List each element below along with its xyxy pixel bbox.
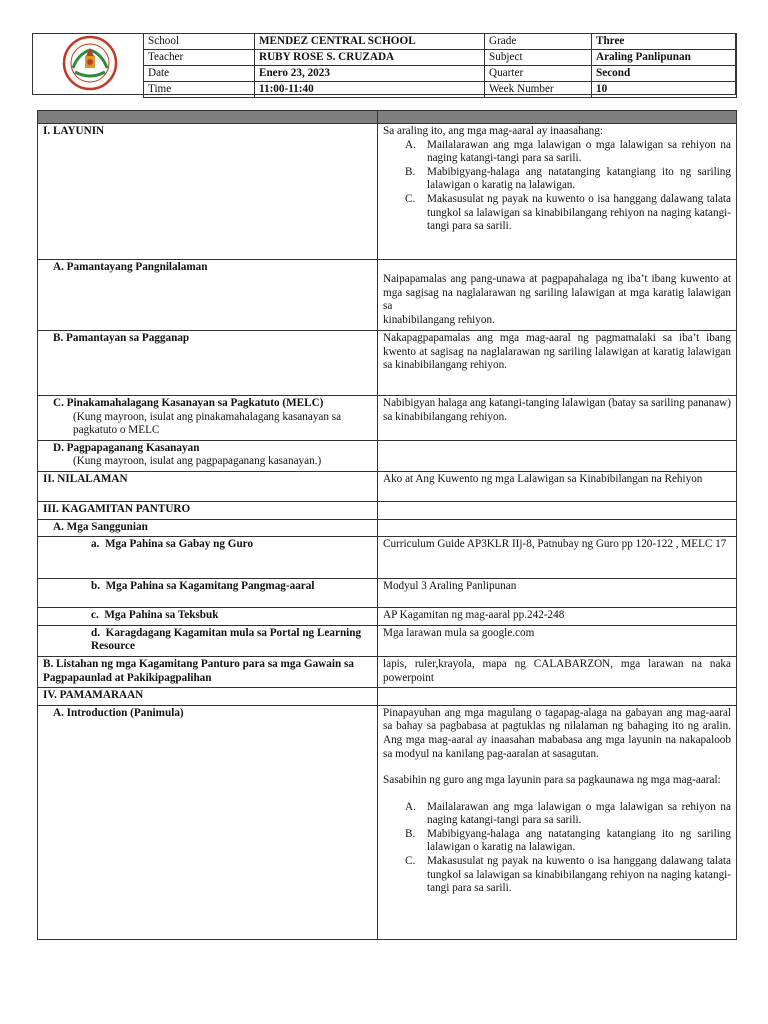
row-pamantayan-pagganap bbox=[38, 331, 737, 396]
header-label: Grade bbox=[485, 34, 592, 50]
listahan-content: lapis, ruler,krayola, mapa ng CALABARZON, mga larawan na naka powerpoint bbox=[378, 656, 737, 687]
list-item: C. Makasusulat ng payak na kuwento o isa hanggang dalawang talata tungkol sa lalawigan sa kinabibilangang rehiyon na naging katangi-tangi para sa sarili. bbox=[405, 855, 731, 895]
pagpapaganang-content bbox=[378, 440, 737, 471]
pangmagaaral-content: Modyul 3 Araling Panlipunan bbox=[378, 579, 737, 608]
row-kagamitan bbox=[38, 501, 737, 519]
quarter-value: Second bbox=[592, 66, 737, 82]
row-pamantayang-pangnilalaman bbox=[38, 260, 737, 331]
teksbuk-content: AP Kagamitan ng mag-aaral pp.242-248 bbox=[378, 608, 737, 626]
pagpapaganang-note: (Kung mayroon, isulat ang pagpapaganang kasanayan.) bbox=[73, 455, 322, 468]
header-label: School bbox=[144, 34, 255, 50]
school-name: MENDEZ CENTRAL SCHOOL bbox=[255, 34, 485, 50]
header-row-teacher bbox=[144, 50, 737, 66]
header-label: Week Number bbox=[485, 82, 592, 98]
header-label: Quarter bbox=[485, 66, 592, 82]
row-introduction bbox=[38, 705, 737, 939]
sanggunian-label: A. Mga Sanggunian bbox=[53, 520, 148, 533]
list-item: A. Mailalarawan ang mga lalawigan o mga lalawigan sa rehiyon na naging katangi-tangi para sa sarili. bbox=[405, 800, 731, 827]
time-value: 11:00-11:40 bbox=[255, 82, 485, 98]
header-row-date bbox=[144, 66, 737, 82]
row-layunin bbox=[38, 124, 737, 260]
pamamaraan-label: IV. PAMAMARAAN bbox=[38, 688, 378, 706]
header-info-table bbox=[143, 33, 737, 98]
row-listahan bbox=[38, 656, 737, 687]
teacher-name: RUBY ROSE S. CRUZADA bbox=[255, 50, 485, 66]
introduction-list bbox=[383, 801, 731, 896]
portal-label: d. Karagdagang Kagamitan mula sa Portal ng Learning Resource bbox=[91, 626, 362, 653]
row-teksbuk bbox=[38, 608, 737, 626]
pangmagaaral-label: b. Mga Pahina sa Kagamitang Pangmag-aaral bbox=[91, 580, 315, 593]
pamantayang-content: Naipapamalas ang pang-unawa at pagpapahalaga ng iba’t ibang kuwento at mga sagisag na naglalarawan ng sariling lalawigan at mga karatig lalawigan sa kinabibilangang rehiyon. bbox=[378, 260, 737, 331]
portal-content: Mga larawan mula sa google.com bbox=[378, 625, 737, 656]
row-pamamaraan bbox=[38, 688, 737, 706]
nilalaman-label: II. NILALAMAN bbox=[38, 471, 378, 501]
teksbuk-label: c. Mga Pahina sa Teksbuk bbox=[91, 609, 219, 622]
header-label: Time bbox=[144, 82, 255, 98]
list-item: B. Mabibigyang-halaga ang natatanging katangiang ito ng sariling lalawigan o karatig na lalawigan. bbox=[405, 827, 731, 854]
row-portal bbox=[38, 625, 737, 656]
melc-content: Nabibigyan halaga ang katangi-tanging lalawigan (batay sa sariling pananaw) sa kinabibilangang rehiyon. bbox=[378, 396, 737, 441]
subject-value: Araling Panlipunan bbox=[592, 50, 737, 66]
introduction-content bbox=[378, 705, 737, 939]
lesson-plan-table bbox=[37, 110, 737, 940]
week-number-value: 10 bbox=[592, 82, 737, 98]
row-pagpapaganang bbox=[38, 440, 737, 471]
introduction-paragraph-2: Sasabihin ng guro ang mga layunin para sa pagkaunawa ng mga mag-aaral: bbox=[383, 774, 721, 787]
nilalaman-content: Ako at Ang Kuwento ng mga Lalawigan sa Kinabibilangan na Rehiyon bbox=[378, 471, 737, 501]
pamantayang-label: A. Pamantayang Pangnilalaman bbox=[53, 261, 208, 273]
pagganap-label: B. Pamantayan sa Pagganap bbox=[53, 332, 190, 344]
row-melc bbox=[38, 396, 737, 441]
listahan-label: B. Listahan ng mga Kagamitang Panturo para sa mga Gawain sa Pagpapaunlad at Pakikipagpalihan bbox=[38, 656, 378, 687]
layunin-label: I. LAYUNIN bbox=[38, 124, 378, 260]
row-gabay-guro bbox=[38, 537, 737, 579]
layunin-intro: Sa araling ito, ang mga mag-aaral ay inaasahang: bbox=[383, 125, 603, 137]
layunin-list bbox=[383, 139, 731, 234]
row-pangmagaaral bbox=[38, 579, 737, 608]
pagganap-content: Nakapagpapamalas ang mga mag-aaral ng pagmamalaki sa iba’t ibang kwento at sagisag na naglalarawan ng sariling lalawigan at karatig lalawigan sa kinabibilangang rehiyon. bbox=[378, 331, 737, 396]
layunin-content bbox=[378, 124, 737, 260]
grade-value: Three bbox=[592, 34, 737, 50]
introduction-label: A. Introduction (Panimula) bbox=[53, 706, 184, 719]
list-item: B. Mabibigyang-halaga ang natatanging katangiang ito ng sariling lalawigan o karatig na lalawigan. bbox=[405, 165, 731, 192]
gabay-content: Curriculum Guide AP3KLR IIj-8, Patnubay ng Guro pp 120-122 , MELC 17 bbox=[378, 537, 737, 579]
pagpapaganang-label: D. Pagpapaganang Kasanayan bbox=[53, 441, 200, 454]
row-nilalaman bbox=[38, 471, 737, 501]
kagamitan-label: III. KAGAMITAN PANTURO bbox=[38, 501, 378, 519]
row-sanggunian bbox=[38, 519, 737, 537]
introduction-paragraph: Pinapayuhan ang mga magulang o tagapag-alaga na gabayan ang mag-aaral sa bahay sa pagbabasa at pagtuklas ng nilalaman ng bahaging ito ng aralin. Ang mga mag-aaral ay inaasahan mababasa ang mga layunin na nakapaloob sa modyul na kanilang pag-aaralan at sasagutan. bbox=[383, 706, 731, 760]
header-row-school bbox=[144, 34, 737, 50]
header-label: Date bbox=[144, 66, 255, 82]
melc-note: (Kung mayroon, isulat ang pinakamahalagang kasanayan sa pagkatuto o MELC bbox=[73, 410, 342, 437]
school-seal-logo bbox=[33, 34, 143, 94]
school-logo-cell bbox=[33, 34, 144, 94]
list-item: A. Mailalarawan ang mga lalawigan o mga lalawigan sa rehiyon na naging katangi-tangi para sa sarili. bbox=[405, 138, 731, 165]
melc-label: C. Pinakamahalagang Kasanayan sa Pagkatuto (MELC) bbox=[53, 397, 324, 409]
list-item: C. Makasusulat ng payak na kuwento o isa hanggang dalawang talata tungkol sa lalawigan sa kinabibilangang rehiyon na naging katangi-tangi para sa sarili. bbox=[405, 192, 731, 233]
header-row-time bbox=[144, 82, 737, 98]
date-value: Enero 23, 2023 bbox=[255, 66, 485, 82]
header-label: Subject bbox=[485, 50, 592, 66]
table-header-bar bbox=[38, 111, 737, 124]
gabay-label: a. Mga Pahina sa Gabay ng Guro bbox=[91, 538, 254, 551]
header-label: Teacher bbox=[144, 50, 255, 66]
